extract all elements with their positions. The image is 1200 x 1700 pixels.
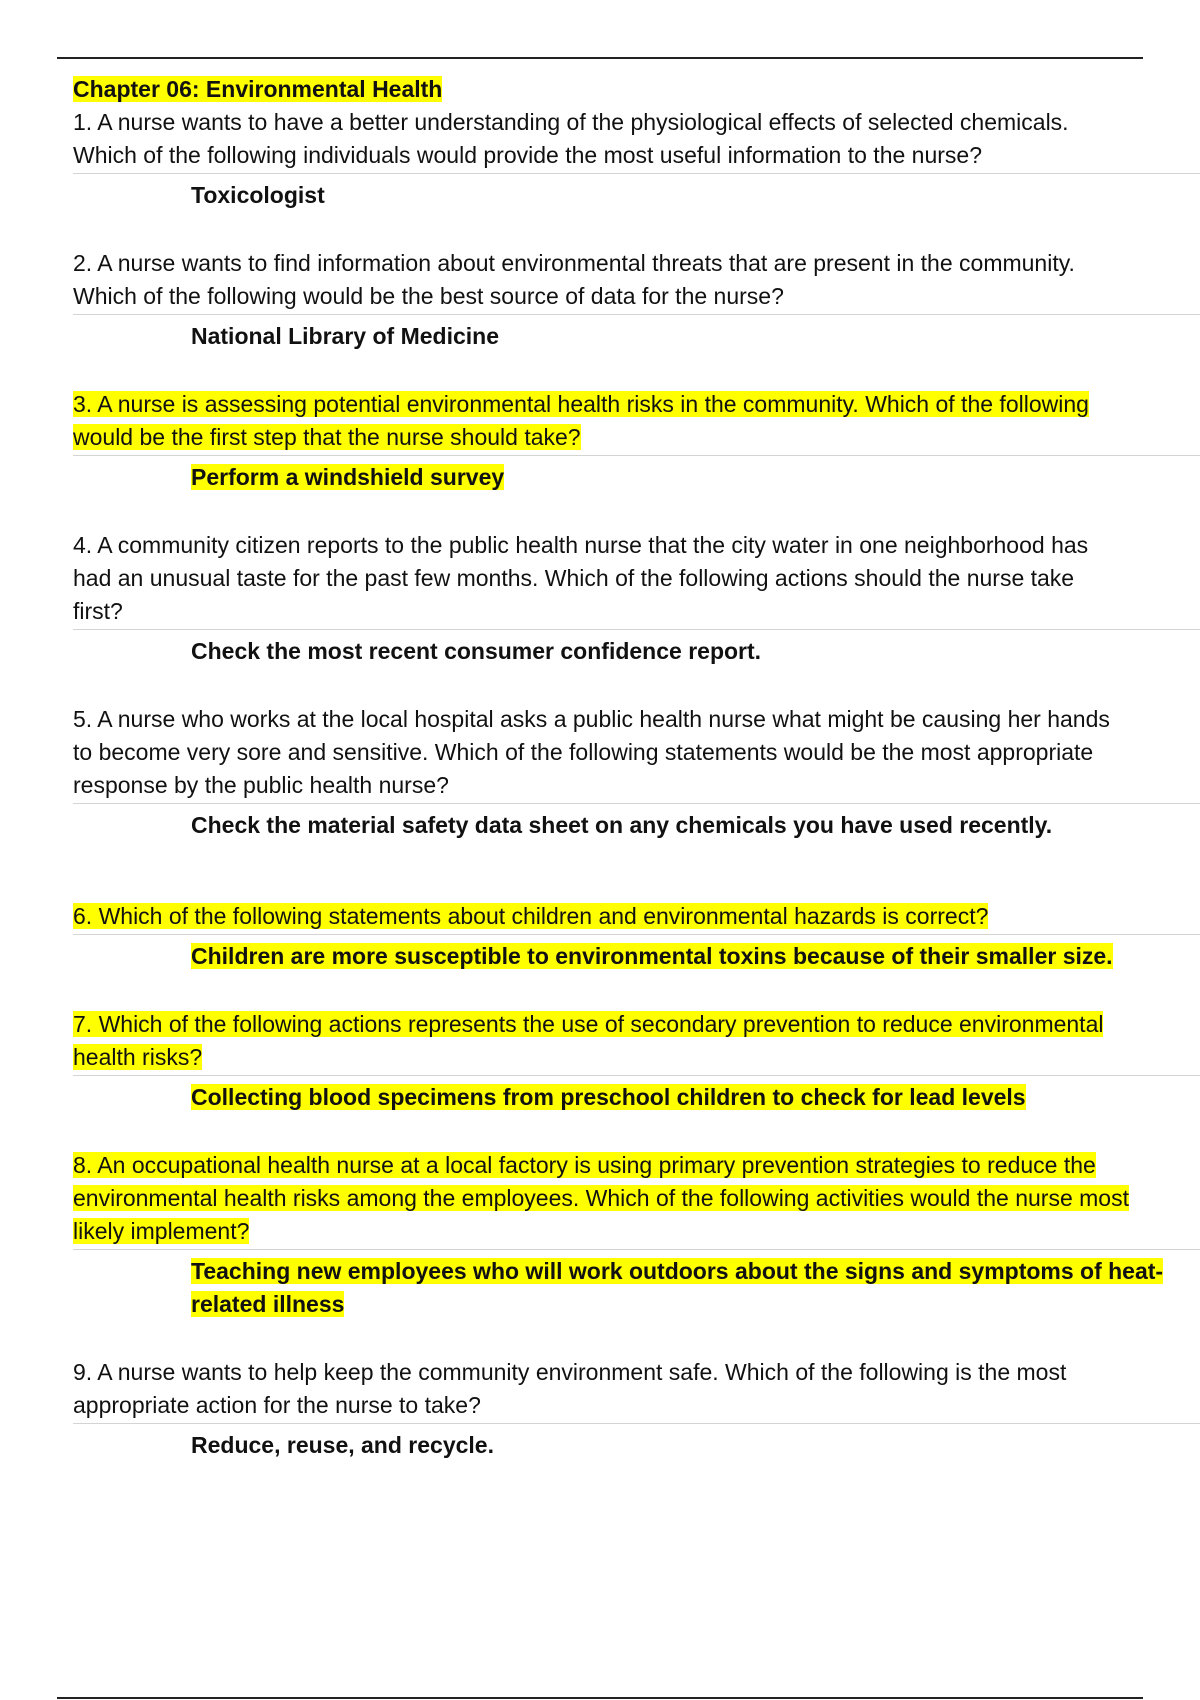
divider <box>73 1075 1200 1076</box>
question-2 <box>73 247 1200 313</box>
question-2-text: 2. A nurse wants to find information about environmental threats that are present in the community. Which of the following would be the best source of data for the nurse? <box>73 250 1075 309</box>
chapter-title <box>73 73 1200 106</box>
answer-8 <box>191 1255 1200 1321</box>
answer-7-text: Collecting blood specimens from preschool children to check for lead levels <box>191 1084 1026 1110</box>
answer-1 <box>191 179 1200 212</box>
answer-2-text: National Library of Medicine <box>191 323 499 349</box>
qa-item-1 <box>73 106 1200 212</box>
qa-item-8 <box>73 1149 1200 1321</box>
question-4-text: 4. A community citizen reports to the public health nurse that the city water in one neighborhood has had an unusual taste for the past few months. Which of the following actions should the nurse take first? <box>73 532 1089 624</box>
chapter-title-text: Chapter 06: Environmental Health <box>73 76 443 102</box>
question-7 <box>73 1008 1200 1074</box>
question-8 <box>73 1149 1200 1248</box>
answer-6 <box>191 940 1200 973</box>
document-page <box>73 73 1200 1462</box>
question-5-text: 5. A nurse who works at the local hospital asks a public health nurse what might be causing her hands to become very sore and sensitive. Which of the following statements would be the most appropriate response by the public health nurse? <box>73 706 1110 798</box>
question-4 <box>73 529 1200 628</box>
qa-item-4 <box>73 529 1200 668</box>
answer-8-text: Teaching new employees who will work outdoors about the signs and symptoms of heat-related illness <box>191 1258 1164 1317</box>
answer-3 <box>191 461 1200 494</box>
divider <box>73 1423 1200 1424</box>
answer-9-text: Reduce, reuse, and recycle. <box>191 1432 494 1458</box>
question-3 <box>73 388 1200 454</box>
answer-9 <box>191 1429 1200 1462</box>
qa-item-9 <box>73 1356 1200 1462</box>
divider <box>73 1249 1200 1250</box>
answer-6-text: Children are more susceptible to environmental toxins because of their smaller size. <box>191 943 1113 969</box>
answer-4 <box>191 635 1200 668</box>
answer-1-text: Toxicologist <box>191 182 325 208</box>
answer-3-text: Perform a windshield survey <box>191 464 505 490</box>
question-7-text: 7. Which of the following actions represents the use of secondary prevention to reduce environmental health risks? <box>73 1011 1104 1070</box>
answer-2 <box>191 320 1200 353</box>
qa-item-6 <box>73 900 1200 973</box>
divider <box>73 803 1200 804</box>
divider <box>73 934 1200 935</box>
qa-item-2 <box>73 247 1200 353</box>
divider <box>73 629 1200 630</box>
question-5 <box>73 703 1200 802</box>
question-6-text: 6. Which of the following statements about children and environmental hazards is correct? <box>73 903 989 929</box>
divider <box>73 455 1200 456</box>
answer-4-text: Check the most recent consumer confidence report. <box>191 638 762 664</box>
bottom-rule <box>57 1697 1143 1699</box>
divider <box>73 314 1200 315</box>
answer-5-text: Check the material safety data sheet on any chemicals you have used recently. <box>191 812 1053 838</box>
top-rule <box>57 57 1143 59</box>
question-1-text: 1. A nurse wants to have a better understanding of the physiological effects of selected chemicals. Which of the following individuals would provide the most useful information to the nurse? <box>73 109 1069 168</box>
answer-5 <box>191 809 1200 842</box>
answer-7 <box>191 1081 1200 1114</box>
qa-item-5 <box>73 703 1200 842</box>
qa-item-7 <box>73 1008 1200 1114</box>
question-6 <box>73 900 1200 933</box>
question-9-text: 9. A nurse wants to help keep the community environment safe. Which of the following is the most appropriate action for the nurse to take? <box>73 1359 1067 1418</box>
question-9 <box>73 1356 1200 1422</box>
divider <box>73 173 1200 174</box>
question-1 <box>73 106 1200 172</box>
question-3-text: 3. A nurse is assessing potential environmental health risks in the community. Which of the following would be the first step that the nurse should take? <box>73 391 1089 450</box>
qa-item-3 <box>73 388 1200 494</box>
question-8-text: 8. An occupational health nurse at a local factory is using primary prevention strategies to reduce the environmental health risks among the employees. Which of the following activities would the nurse most likely implement? <box>73 1152 1129 1244</box>
